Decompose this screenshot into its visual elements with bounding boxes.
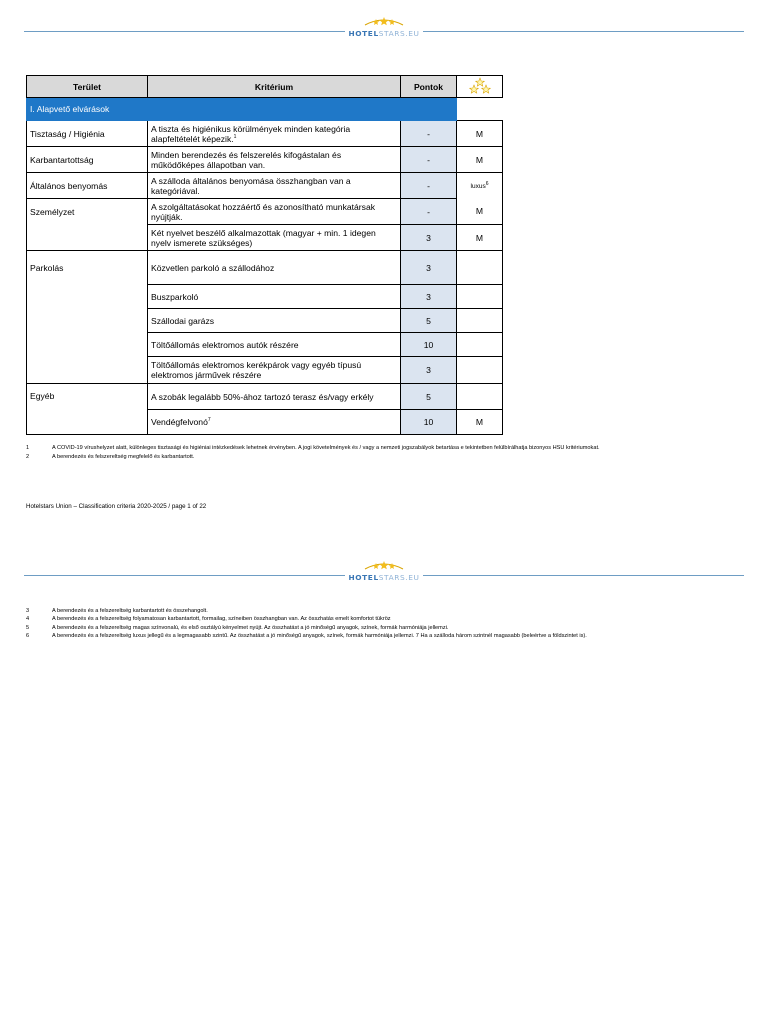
criterion-cell: A szolgáltatásokat hozzáértő és azonosítható munkatársak nyújtják.: [148, 199, 401, 225]
header-points: Pontok: [401, 76, 457, 98]
area-cell: Személyzet: [27, 199, 148, 225]
mark-cell: M: [457, 199, 503, 225]
criterion-cell: Buszparkoló: [148, 285, 401, 309]
stars-icon: [361, 17, 407, 26]
criterion-cell: Töltőállomás elektromos autók részére: [148, 333, 401, 357]
section-title: I. Alapvető elvárások: [27, 98, 457, 121]
points-cell: 3: [401, 251, 457, 285]
header-area: Terület: [27, 76, 148, 98]
criterion-cell: A szálloda általános benyomása összhangban van a kategóriával.: [148, 173, 401, 199]
points-cell: -: [401, 199, 457, 225]
points-cell: -: [401, 121, 457, 147]
mark-cell: [457, 384, 503, 410]
footnote-list-top: [26, 444, 726, 461]
page-header-2: [24, 561, 744, 585]
mark-cell: M: [457, 410, 503, 435]
section-row: [27, 98, 503, 121]
table-row: [27, 384, 503, 410]
footnote-list-bottom: [26, 607, 726, 641]
page-footer: Hotelstars Union – Classification criteria 2020-2025 / page 1 of 22: [26, 503, 207, 510]
points-cell: -: [401, 147, 457, 173]
footnote: 5 A berendezés és a felszereltség magas színvonalú, és első osztályú kényelmet nyújt. Az összhatást a jó minőségű anyagok, színek, formák harmóniája jellemzi.: [26, 624, 449, 631]
mark-cell: M: [457, 147, 503, 173]
points-cell: 5: [401, 384, 457, 410]
table-row: [27, 251, 503, 285]
criterion-cell: Két nyelvet beszélő alkalmazottak (magyar + min. 1 idegen nyelv ismerete szükséges): [148, 225, 401, 251]
area-cell: Karbantartottság: [27, 147, 148, 173]
page-header: [24, 17, 744, 41]
points-cell: -: [401, 173, 457, 199]
points-cell: 3: [401, 225, 457, 251]
criteria-table: [26, 75, 503, 435]
table-row: [27, 147, 503, 173]
brand-light: STARS.EU: [378, 29, 420, 38]
points-cell: 10: [401, 410, 457, 435]
criterion-cell: A tiszta és higiénikus körülmények minden kategória alapfeltételét képezik.$^1$: [148, 121, 401, 147]
points-cell: 3: [401, 357, 457, 384]
hotelstars-logo: [345, 561, 423, 585]
table-row: [27, 225, 503, 251]
points-cell: 3: [401, 285, 457, 309]
mark-cell: [457, 251, 503, 285]
brand-bold: HOTEL: [348, 573, 379, 582]
mark-cell: [457, 285, 503, 309]
stars-icon: [361, 561, 407, 570]
criterion-cell: Minden berendezés és felszerelés kifogástalan és működőképes állapotban van.: [148, 147, 401, 173]
area-cell: Általános benyomás: [27, 173, 148, 199]
brand-bold: HOTEL: [348, 29, 379, 38]
mark-cell: luxus$^6$: [457, 173, 503, 199]
table-row: [27, 173, 503, 199]
header-criterion: Kritérium: [148, 76, 401, 98]
criterion-cell: A szobák legalább 50%-ához tartozó terasz és/vagy erkély: [148, 384, 401, 410]
table-row: [27, 121, 503, 147]
table-header-row: [27, 76, 503, 98]
area-cell: Parkolás: [27, 251, 148, 384]
points-cell: 10: [401, 333, 457, 357]
criterion-cell: Töltőállomás elektromos kerékpárok vagy egyéb típusú elektromos járművek részére: [148, 357, 401, 384]
footnote: 1 A COVID-19 vírushelyzet alatt, különleges tisztasági és higiéniai intézkedések lehetnek érvényben. A jogi követelmények és / vagy a nemzeti jogszabályok betartása e tekintetben felülbírálhatja bizonyos HSU kritériumokat.: [26, 445, 600, 451]
mark-cell: [457, 309, 503, 333]
points-cell: 5: [401, 309, 457, 333]
footnote: 3 A berendezés és a felszereltség karbantartott és összehangolt.: [26, 608, 208, 614]
criterion-cell: Közvetlen parkoló a szállodához: [148, 251, 401, 285]
criterion-cell: Vendégfelvonó$^7$: [148, 410, 401, 435]
mark-cell: M: [457, 225, 503, 251]
footnote: 6 A berendezés és a felszereltség luxus jellegű és a legmagasabb szintű. Az összhatást a jó minőségű anyagok, színek, formák harmóniája jellemzi. 7 Ha a szálloda három szintnél magasabb (beleértve a földszintet is).: [26, 633, 587, 640]
table-row: [27, 199, 503, 225]
mark-cell: M: [457, 121, 503, 147]
three-stars-icon: [467, 77, 493, 95]
hotelstars-logo: [345, 17, 423, 41]
footnote: 4 A berendezés és a felszereltség folyamatosan karbantartott, formailag, színeiben összhangban van. Az összhatás emelt komfortot tükröz: [26, 616, 391, 623]
footnote: 2 A berendezés és felszereltség megfelelő és karbantartott.: [26, 454, 195, 461]
mark-cell: [457, 333, 503, 357]
area-cell: [27, 225, 148, 251]
criterion-cell: Szállodai garázs: [148, 309, 401, 333]
area-cell: Tisztaság / Higiénia: [27, 121, 148, 147]
brand-light: STARS.EU: [378, 573, 420, 582]
mark-cell: [457, 357, 503, 384]
header-stars: [457, 76, 503, 98]
area-cell: Egyéb: [27, 384, 148, 435]
